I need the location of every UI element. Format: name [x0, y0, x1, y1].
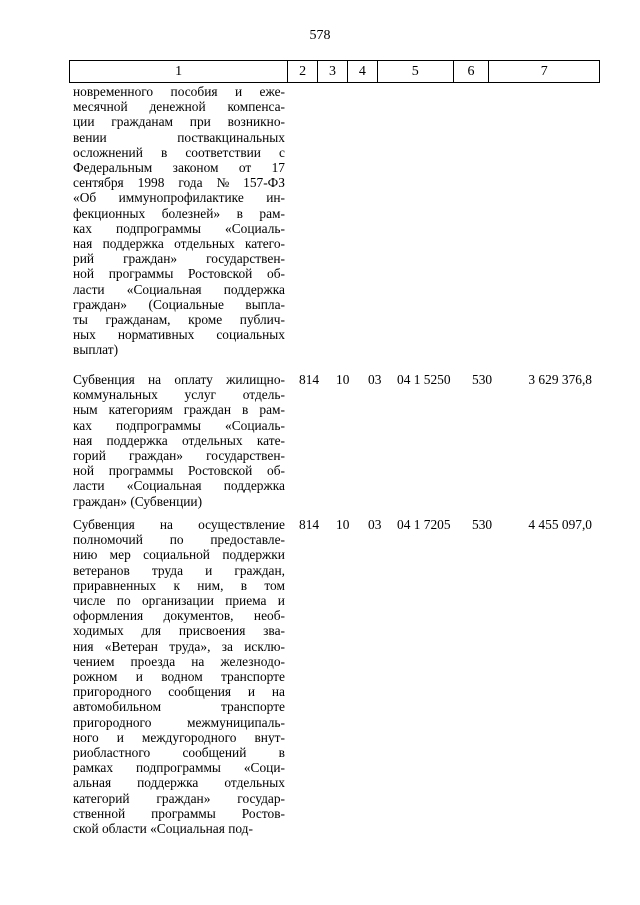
description-line — [73, 684, 285, 699]
description-word: отдельных — [174, 236, 235, 252]
description-word: возникно- — [227, 114, 285, 130]
description-word: программы — [108, 266, 174, 282]
description-line: ской области «Социальная под- — [73, 821, 253, 837]
description-word: Субвенция — [73, 517, 135, 532]
description-word: государствен- — [206, 251, 285, 267]
description-word: еже- — [259, 84, 285, 99]
description-word: числе — [73, 593, 106, 609]
description-word: труда», — [169, 638, 211, 654]
page-number: 578 — [309, 28, 331, 43]
description-word: транспорте — [221, 669, 285, 685]
description-word: в — [278, 745, 285, 761]
description-word: болезней» — [161, 205, 221, 221]
description-word: социальной — [143, 547, 210, 563]
description-word: межмуниципаль- — [187, 714, 285, 730]
description-word: при — [189, 114, 211, 130]
table-header — [69, 60, 600, 83]
description-line — [73, 312, 285, 327]
description-line — [73, 547, 285, 562]
description-word: документов, — [163, 608, 234, 624]
description-line — [73, 593, 285, 608]
description-word: сообщений — [182, 745, 247, 761]
description-word: катего- — [244, 236, 285, 252]
description-word: государ- — [237, 790, 285, 806]
description-line — [73, 730, 285, 745]
description-word: новременного — [73, 84, 154, 99]
description-word: по — [116, 593, 131, 609]
description-word: ная — [73, 432, 93, 448]
description-word: программы — [108, 463, 174, 479]
description-word: поддержка — [102, 236, 164, 252]
description-word: водном — [161, 669, 203, 685]
description-word: граждан» — [73, 296, 128, 312]
description-word: том — [264, 577, 285, 593]
cell-section: 10 — [336, 372, 350, 387]
description-line — [73, 251, 285, 266]
description-line — [73, 669, 285, 684]
description-line — [73, 463, 285, 478]
description-word: альная — [73, 775, 112, 791]
description-word: отдельных — [182, 432, 243, 448]
description-word: с — [279, 144, 285, 160]
description-word: нормативных — [117, 327, 195, 343]
description-line — [73, 236, 285, 251]
description-word: (Социальные — [148, 296, 224, 312]
description-line — [73, 639, 285, 654]
description-word: за — [221, 638, 233, 654]
header-col-3: 3 — [318, 61, 348, 82]
description-word: ния — [73, 638, 94, 654]
description-word: ласти — [73, 281, 105, 297]
description-word: необ- — [253, 608, 285, 624]
description-line — [73, 84, 285, 99]
description-word: ной — [73, 266, 95, 282]
description-word: граждан — [183, 402, 232, 418]
description-line — [73, 578, 285, 593]
description-word: на — [191, 653, 205, 669]
description-word: соответствии — [185, 144, 261, 160]
description-word: об- — [267, 266, 285, 282]
description-word: гражданам, — [105, 312, 171, 328]
description-word: ках — [73, 220, 92, 236]
cell-target-article: 04 1 7205 — [397, 517, 451, 532]
description-word: на — [159, 517, 173, 532]
description-word: ным — [73, 402, 98, 418]
description-word: № — [216, 175, 230, 191]
description-word: граждан, — [234, 562, 285, 578]
cell-expense-type: 530 — [472, 372, 493, 387]
description-word: граждан» — [156, 790, 211, 806]
description-word: в — [242, 402, 249, 418]
description-word: транспорте — [221, 699, 285, 715]
description-word: ласти — [73, 478, 105, 494]
description-word: осуществление — [198, 517, 285, 532]
description-line — [73, 699, 285, 714]
description-word: услуг — [184, 387, 217, 403]
description-word: «Об — [73, 190, 97, 206]
description-word: оплату — [174, 372, 213, 387]
description-word: отдель- — [242, 387, 285, 403]
description-word: рам- — [259, 402, 285, 418]
description-word: «Социаль- — [225, 220, 285, 236]
description-word: приема — [225, 593, 267, 609]
description-line — [73, 145, 285, 160]
description-line — [73, 327, 285, 342]
description-word: и — [205, 562, 213, 578]
cell-section: 10 — [336, 517, 350, 532]
header-col-2: 2 — [288, 61, 318, 82]
description-word: «Социаль- — [225, 417, 285, 433]
description-word: оформления — [73, 608, 144, 624]
description-word: иммунопрофилактике — [118, 190, 244, 206]
description-word: отдельных — [224, 775, 285, 791]
description-line — [73, 206, 285, 221]
description-line — [73, 478, 285, 493]
description-word: риобластного — [73, 745, 151, 761]
description-word: по — [169, 532, 184, 548]
cell-subsection: 03 — [368, 517, 382, 532]
description-word: организации — [141, 593, 214, 609]
description-word: исклю- — [244, 638, 285, 654]
description-word: вении — [73, 129, 107, 145]
row-description — [73, 84, 285, 358]
header-col-7: 7 — [540, 63, 548, 79]
description-word: «Социальная — [126, 281, 202, 297]
description-line — [73, 623, 285, 638]
cell-ministry-code: 814 — [299, 372, 320, 387]
header-col-6: 6 — [454, 61, 490, 82]
description-line — [73, 297, 285, 312]
description-word: поддержка — [106, 432, 168, 448]
description-word: законом — [172, 160, 219, 176]
description-line — [73, 775, 285, 790]
description-word: проезда — [130, 653, 176, 669]
description-word: от — [238, 160, 252, 176]
description-line — [73, 715, 285, 730]
cell-expense-type: 530 — [472, 517, 493, 532]
description-line — [73, 433, 285, 448]
description-word: ним, — [197, 577, 224, 593]
description-word: и — [135, 669, 143, 685]
description-word: Ростовской — [188, 266, 253, 282]
description-word: осложнений — [73, 144, 143, 160]
header-col-5: 5 — [378, 61, 454, 82]
description-word: пригородного — [73, 714, 152, 730]
description-word: «Социальная — [126, 478, 202, 494]
description-line — [73, 608, 285, 623]
description-word: и — [234, 84, 243, 99]
description-line — [73, 175, 285, 190]
description-word: предоставле- — [210, 532, 285, 548]
description-word: присвоения — [178, 623, 246, 639]
description-line — [73, 221, 285, 236]
description-word: к — [173, 577, 180, 593]
description-word: чением — [73, 653, 115, 669]
description-word: рамках — [73, 760, 114, 776]
description-word: поддержка — [223, 478, 285, 494]
description-word: граждан» — [123, 251, 178, 267]
description-word: сообщения — [168, 684, 232, 700]
description-word: ходимых — [73, 623, 124, 639]
description-word: мер — [109, 547, 131, 563]
description-word: ции — [73, 114, 95, 130]
description-line — [73, 760, 285, 775]
description-line — [73, 532, 285, 547]
description-word: подпрограммы — [136, 760, 221, 776]
description-word: междугородного — [141, 729, 237, 745]
description-word: полномочий — [73, 532, 143, 548]
description-word: программы — [151, 805, 216, 821]
description-word: категориям — [108, 402, 173, 418]
description-word: поддержки — [222, 547, 285, 563]
description-line — [73, 448, 285, 463]
description-line — [73, 99, 285, 114]
description-word: рам- — [259, 205, 285, 221]
description-word: ветеранов — [73, 562, 130, 578]
description-word: труда — [151, 562, 184, 578]
description-word: ственной — [73, 805, 126, 821]
description-line — [73, 160, 285, 175]
cell-subsection: 03 — [368, 372, 382, 387]
description-word: месячной — [73, 99, 128, 115]
description-word: ная — [73, 236, 93, 252]
description-word: социальных — [216, 327, 285, 343]
description-line — [73, 282, 285, 297]
description-word: пособия — [170, 84, 218, 99]
description-line: граждан» (Субвенции) — [73, 493, 203, 509]
description-word: в — [160, 144, 168, 160]
description-word: и — [247, 684, 256, 700]
description-word: подпрограммы — [116, 220, 201, 236]
description-word: на — [148, 372, 162, 387]
description-word: поствакцинальных — [177, 129, 285, 145]
description-word: 17 — [271, 160, 285, 176]
header-col-1: 1 — [70, 61, 288, 82]
description-word: подпрограммы — [116, 417, 201, 433]
description-word: кроме — [188, 312, 223, 328]
description-word: сентября — [73, 175, 124, 191]
cell-amount: 3 629 376,8 — [528, 372, 592, 387]
description-word: поддержка — [137, 775, 199, 791]
description-line — [73, 418, 285, 433]
description-word: нию — [73, 547, 98, 563]
row-description — [73, 372, 285, 509]
description-line — [73, 130, 285, 145]
description-line — [73, 402, 285, 417]
description-word: 157-ФЗ — [243, 175, 285, 191]
description-line — [73, 266, 285, 281]
description-line — [73, 791, 285, 806]
description-word: об- — [267, 463, 285, 479]
cell-amount: 4 455 097,0 — [528, 517, 592, 532]
description-line — [73, 114, 285, 129]
description-word: ной — [73, 463, 95, 479]
description-line — [73, 190, 285, 205]
description-word: ты — [73, 312, 88, 328]
description-word: в — [236, 205, 243, 221]
description-word: ин- — [266, 190, 285, 206]
cell-target-article: 04 1 5250 — [397, 372, 451, 387]
description-word: поддержка — [223, 281, 285, 297]
description-word: 1998 — [137, 175, 165, 191]
description-word: внут- — [254, 729, 285, 745]
description-word: денежной — [149, 99, 206, 115]
description-line — [73, 517, 285, 532]
description-word: ного — [73, 729, 99, 745]
description-line — [73, 372, 285, 387]
description-word: гражданам — [111, 114, 174, 130]
description-word: рий — [73, 251, 95, 267]
description-word: «Соци- — [243, 760, 285, 776]
description-line: выплат) — [73, 342, 119, 358]
description-word: кате- — [256, 432, 285, 448]
description-word: горий — [73, 448, 106, 464]
description-word: автомобильном — [73, 699, 162, 715]
description-word: года — [178, 175, 203, 191]
description-word: Федеральным — [73, 160, 153, 176]
description-word: государствен- — [206, 448, 285, 464]
description-line — [73, 806, 285, 821]
description-line — [73, 654, 285, 669]
description-word: для — [141, 623, 162, 639]
description-word: ных — [73, 327, 96, 343]
description-word: фекционных — [73, 205, 146, 221]
description-word: рожном — [73, 669, 118, 685]
description-word: и — [277, 593, 285, 609]
description-word: приравненных — [73, 577, 157, 593]
description-word: и — [116, 729, 124, 745]
description-word: на — [271, 684, 285, 700]
description-word: Ростов- — [241, 805, 285, 821]
description-word: ках — [73, 417, 92, 433]
description-word: в — [240, 577, 248, 593]
description-word: «Ветеран — [104, 638, 158, 654]
description-word: железнодо- — [220, 653, 285, 669]
description-word: публич- — [239, 312, 285, 328]
description-line — [73, 563, 285, 578]
description-word: Субвенция — [73, 372, 135, 387]
description-word: категорий — [73, 790, 130, 806]
description-line — [73, 745, 285, 760]
description-word: компенса- — [227, 99, 285, 115]
cell-ministry-code: 814 — [299, 517, 320, 532]
description-word: Ростовской — [188, 463, 253, 479]
description-line — [73, 387, 285, 402]
description-word: коммунальных — [73, 387, 158, 403]
description-word: зва- — [263, 623, 285, 639]
description-word: выпла- — [245, 296, 285, 312]
description-word: жилищно- — [226, 372, 285, 387]
row-description — [73, 517, 285, 836]
description-word: пригородного — [73, 684, 152, 700]
description-word: граждан» — [129, 448, 184, 464]
header-col-4: 4 — [348, 61, 378, 82]
